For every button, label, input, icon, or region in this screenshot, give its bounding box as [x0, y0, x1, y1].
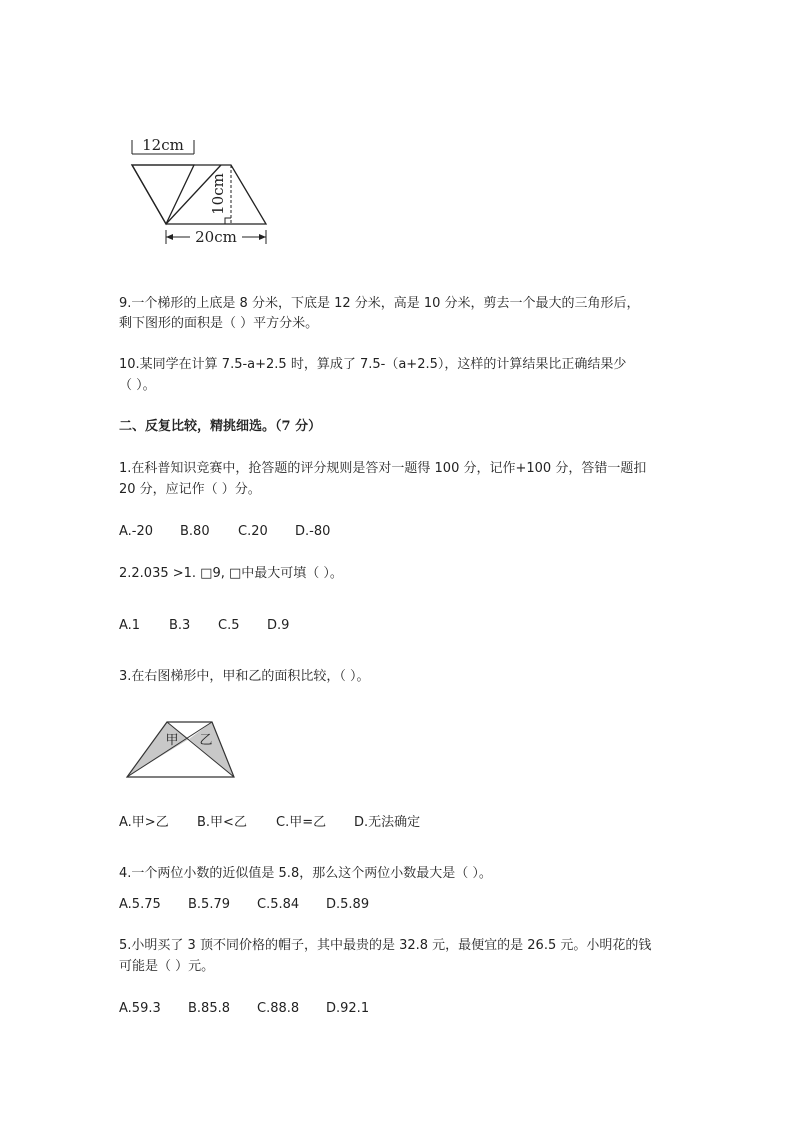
s2-question-1-line-2: 20 分，应记作（ ）分。: [119, 482, 261, 497]
s2q3-option-d: D.无法确定: [354, 815, 421, 830]
s2q1-option-d: D.-80: [295, 524, 331, 539]
question-10-line-2: （ ）。: [119, 378, 156, 393]
s2q4-option-a: A.5.75: [119, 897, 161, 912]
top-dimension-label: 12cm: [142, 136, 184, 154]
s2q5-option-c: C.88.8: [257, 1001, 300, 1016]
s2-question-1-line-1: 1.在科普知识竞赛中，抢答题的评分规则是答对一题得 100 分，记作+100 分，答错一题扣: [119, 461, 647, 476]
height-dimension-label: 10cm: [209, 173, 227, 215]
s2q2-option-b: B.3: [169, 618, 191, 633]
s2-question-2-line-1: 2.2.035 >1. □9, □中最大可填（ ）。: [119, 566, 343, 581]
s2q3-option-c: C.甲=乙: [276, 815, 327, 830]
s2q5-option-b: B.85.8: [188, 1001, 230, 1016]
s2q2-option-d: D.9: [267, 618, 290, 633]
s2q3-option-a: A.甲>乙: [119, 815, 169, 830]
s2q1-option-c: C.20: [238, 524, 268, 539]
s2-question-4-line-1: 4.一个两位小数的近似值是 5.8，那么这个两位小数最大是（ ）。: [119, 866, 492, 881]
s2q3-option-b: B.甲<乙: [197, 815, 247, 830]
figure-parallelogram: [124, 128, 274, 250]
question-10-line-1: 10.某同学在计算 7.5-a+2.5 时，算成了 7.5-（a+2.5），这样的计算结果比正确结果少: [119, 357, 627, 372]
s2q1-option-a: A.-20: [119, 524, 154, 539]
s2q2-option-a: A.1: [119, 618, 141, 633]
question-9-line-2: 剩下图形的面积是（ ）平方分米。: [119, 316, 319, 331]
figure-label-jia: 甲: [165, 733, 179, 748]
s2q1-option-b: B.80: [180, 524, 210, 539]
s2q5-option-d: D.92.1: [326, 1001, 370, 1016]
s2q4-option-c: C.5.84: [257, 897, 300, 912]
s2-question-5-line-1: 5.小明买了 3 顶不同价格的帽子，其中最贵的是 32.8 元，最便宜的是 26.5 元。小明花的钱: [119, 938, 652, 953]
section-2-heading: 二、反复比较，精挑细选。（7 分）: [119, 419, 322, 434]
s2q4-option-b: B.5.79: [188, 897, 230, 912]
bottom-dimension-label: 20cm: [195, 228, 237, 246]
s2q4-option-d: D.5.89: [326, 897, 370, 912]
s2q2-option-c: C.5: [218, 618, 240, 633]
question-9-line-1: 9.一个梯形的上底是 8 分米，下底是 12 分米，高是 10 分米，剪去一个最大的三角形后，: [119, 296, 640, 311]
s2-question-3-line-1: 3.在右图梯形中，甲和乙的面积比较，（ ）。: [119, 669, 370, 684]
s2-question-5-line-2: 可能是（ ）元。: [119, 959, 215, 974]
figure-trapezoid: [124, 719, 238, 781]
s2q5-option-a: A.59.3: [119, 1001, 161, 1016]
figure-label-yi: 乙: [199, 733, 213, 748]
